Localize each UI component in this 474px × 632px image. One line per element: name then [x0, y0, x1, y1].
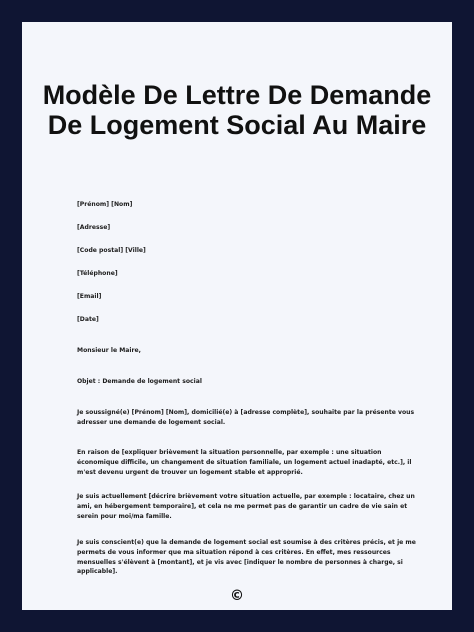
copyright-icon: ©	[230, 588, 244, 604]
sender-postal: [Code postal] [Ville]	[77, 247, 146, 254]
paragraph: Je suis actuellement [décrire brièvement votre situation actuelle, par exemple : locataire, chez un ami, en hébergement temporaire], et cela ne me permet pas de garantir un cadre de vie sain et serein pour moi/ma famille.	[77, 493, 415, 520]
letter-page	[22, 22, 452, 610]
sender-name: [Prénom] [Nom]	[77, 201, 133, 208]
paragraph: Je suis conscient(e) que la demande de logement social est soumise à des critères précis, et je me permets de vous informer que ma situation répond à ces critères. En effet, mes ressources mensuelles s'élèvent à [montant], et je vis avec [indiquer le nombre de personnes à charge, si applicable].	[77, 539, 416, 576]
recipient-salutation: Monsieur le Maire,	[77, 347, 141, 354]
sender-address: [Adresse]	[77, 224, 111, 231]
sender-phone: [Téléphone]	[77, 270, 118, 277]
letter-date: [Date]	[77, 316, 99, 323]
document-title: Modèle De Lettre De Demande De Logement Social Au Maire	[42, 80, 432, 140]
sender-email: [Email]	[77, 293, 102, 300]
letter-subject: Objet : Demande de logement social	[77, 378, 202, 385]
paragraph: En raison de [expliquer brièvement la situation personnelle, par exemple : une situation économique difficile, un changement de situation familiale, un logement actuel inadapté, etc.], il m'est devenu urgent de trouver un logement stable et approprié.	[77, 449, 412, 476]
paragraph: Je soussigné(e) [Prénom] [Nom], domicilié(e) à [adresse complète], souhaite par la présente vous adresser une demande de logement social.	[77, 409, 415, 426]
